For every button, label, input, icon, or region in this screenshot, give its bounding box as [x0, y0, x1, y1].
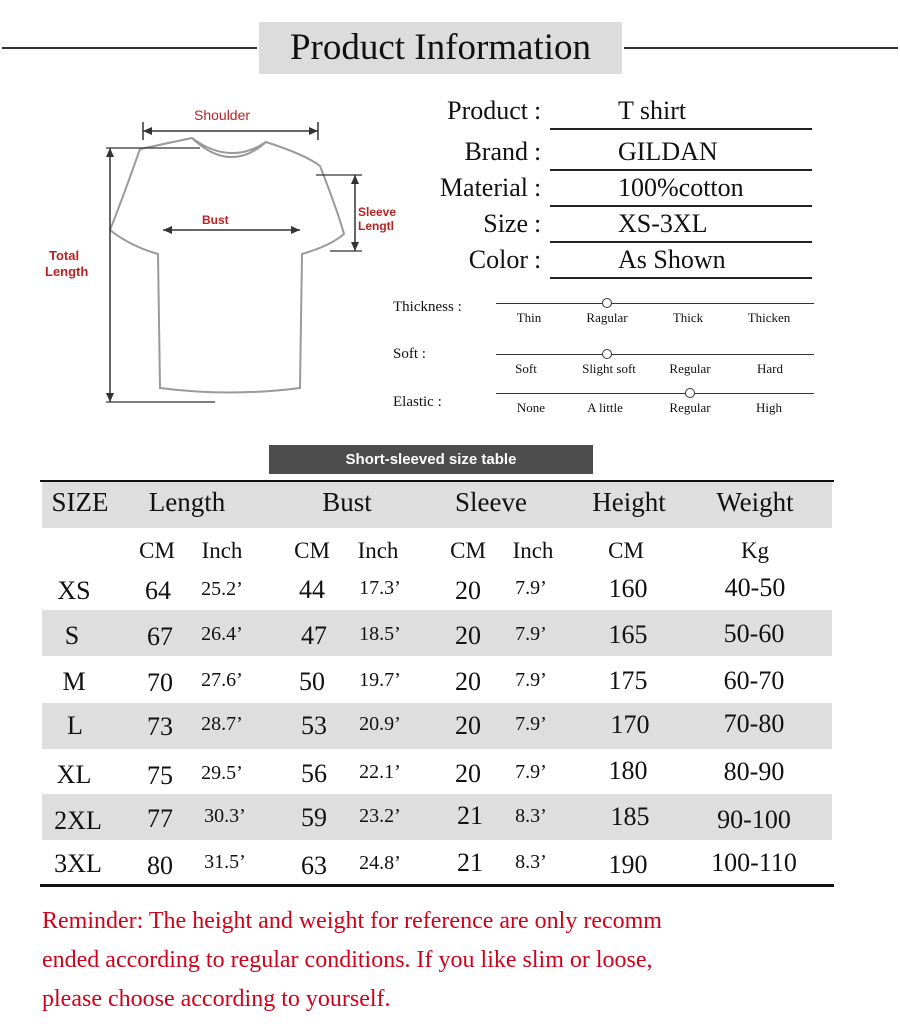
shoulder-label: Shoulder: [194, 107, 251, 123]
scale-option: Ragular: [586, 310, 628, 325]
weight-cell: 100-110: [711, 848, 797, 877]
info-colon: :: [534, 96, 542, 125]
info-row-product: [398, 96, 818, 130]
scale-option: Slight soft: [582, 361, 636, 376]
col-header-height: Height: [592, 487, 666, 517]
info-value: T shirt: [618, 96, 687, 125]
height-cell: 180: [608, 756, 648, 785]
scale-track: [496, 354, 814, 355]
bust-inch-cell: 17.3’: [359, 577, 401, 599]
scale-option: Thin: [516, 310, 542, 325]
size-cell: M: [62, 667, 86, 696]
reminder-line: ended according to regular conditions. If you like slim or loose,: [42, 947, 653, 973]
length-inch-cell: 27.6’: [201, 669, 243, 691]
elasticity-scale: [393, 390, 818, 430]
sleeve-cm-cell: 20: [455, 759, 481, 788]
unit-height-cm: CM: [608, 538, 644, 563]
height-cell: 165: [608, 620, 648, 649]
info-value: 100%cotton: [618, 173, 744, 202]
scale-marker: [602, 349, 612, 359]
bust-cm-cell: 47: [301, 621, 327, 650]
height-cell: 170: [610, 710, 650, 739]
length-cm-cell: 64: [145, 576, 171, 605]
info-row-size: [398, 209, 818, 243]
unit-sleeve-inch: Inch: [512, 538, 554, 563]
info-colon: :: [534, 245, 542, 274]
sleeve-inch-cell: 8.3’: [515, 851, 547, 873]
sleeve-cm-cell: 20: [455, 621, 481, 650]
info-colon: :: [534, 137, 542, 166]
total-length-label-line1: Total: [49, 248, 80, 263]
table-bottom-rule: [40, 884, 834, 887]
info-row-color: [398, 245, 818, 279]
info-underline: [550, 128, 812, 130]
scale-track: [496, 393, 814, 394]
scale-option: Thicken: [747, 310, 791, 325]
tshirt-diagram: [40, 100, 420, 420]
thickness-scale: [393, 299, 818, 339]
info-value: As Shown: [618, 245, 726, 274]
length-cm-cell: 67: [147, 622, 173, 651]
scale-marker: [602, 298, 612, 308]
unit-bust-inch: Inch: [357, 538, 399, 563]
total-length-label-line2: Length: [45, 264, 89, 279]
length-cm-cell: 80: [147, 851, 173, 880]
info-row-brand: [398, 137, 818, 171]
scale-option: Hard: [757, 361, 783, 376]
scale-marker: [685, 388, 695, 398]
scale-track: [496, 303, 814, 304]
sleeve-cm-cell: 20: [455, 667, 481, 696]
col-header-sleeve: Sleeve: [455, 487, 527, 517]
length-cm-cell: 77: [147, 804, 173, 833]
sleeve-inch-cell: 7.9’: [515, 669, 547, 691]
bust-inch-cell: 22.1’: [359, 761, 401, 783]
tshirt-outline-icon: [40, 100, 420, 420]
info-key: Brand: [464, 137, 528, 166]
length-inch-cell: 31.5’: [204, 851, 246, 873]
bust-cm-cell: 50: [299, 667, 325, 696]
weight-cell: 40-50: [724, 573, 786, 602]
size-cell: XL: [56, 760, 92, 789]
reminder-line: Reminder: The height and weight for reference are only recomm: [42, 908, 662, 934]
bust-cm-cell: 56: [301, 759, 327, 788]
sleeve-cm-cell: 21: [457, 848, 483, 877]
length-cm-cell: 73: [147, 712, 173, 741]
size-table-banner: Short-sleeved size table: [269, 445, 593, 474]
unit-length-inch: Inch: [201, 538, 243, 563]
scale-label: Thickness :: [393, 299, 462, 315]
scale-option: High: [756, 400, 782, 415]
size-cell: 2XL: [54, 806, 102, 835]
bust-inch-cell: 20.9’: [359, 713, 401, 735]
sleeve-inch-cell: 7.9’: [515, 623, 547, 645]
page-title: Product Information: [259, 22, 622, 74]
bust-cm-cell: 63: [301, 851, 327, 880]
size-cell: S: [64, 621, 80, 650]
scale-option: None: [516, 400, 546, 415]
scale-option: A little: [587, 400, 623, 415]
col-header-length: Length: [148, 487, 226, 517]
unit-weight-kg: Kg: [740, 538, 770, 563]
length-inch-cell: 26.4’: [201, 623, 243, 645]
weight-cell: 60-70: [723, 666, 785, 695]
height-cell: 175: [608, 666, 648, 695]
sleeve-inch-cell: 7.9’: [515, 577, 547, 599]
info-colon: :: [534, 209, 542, 238]
info-row-material: [398, 173, 818, 207]
col-header-bust: Bust: [322, 487, 372, 517]
scale-option: Regular: [669, 361, 711, 376]
length-inch-cell: 30.3’: [204, 805, 246, 827]
height-cell: 185: [610, 802, 650, 831]
bust-cm-cell: 53: [301, 711, 327, 740]
sleeve-inch-cell: 8.3’: [515, 805, 547, 827]
length-cm-cell: 75: [147, 761, 173, 790]
length-cm-cell: 70: [147, 668, 173, 697]
softness-scale: [393, 346, 818, 386]
length-inch-cell: 29.5’: [201, 762, 243, 784]
bust-inch-cell: 23.2’: [359, 805, 401, 827]
height-cell: 190: [608, 850, 648, 879]
info-underline: [550, 241, 812, 243]
bust-cm-cell: 44: [299, 575, 325, 604]
size-cell: L: [67, 711, 83, 740]
info-key: Product: [447, 96, 528, 125]
info-key: Color: [468, 245, 528, 274]
info-underline: [550, 169, 812, 171]
info-value: XS-3XL: [618, 209, 708, 238]
scale-label: Elastic :: [393, 394, 442, 410]
sleeve-label-line1: Sleeve: [358, 205, 397, 219]
length-inch-cell: 25.2’: [201, 578, 243, 600]
unit-bust-cm: CM: [294, 538, 330, 563]
header-rule-right: [624, 47, 898, 49]
size-cell: 3XL: [54, 849, 102, 878]
bust-inch-cell: 19.7’: [359, 669, 401, 691]
info-colon: :: [534, 173, 542, 202]
sleeve-inch-cell: 7.9’: [515, 761, 547, 783]
scale-label: Soft :: [393, 346, 426, 362]
info-value: GILDAN: [618, 137, 718, 166]
scale-option: Thick: [672, 310, 704, 325]
info-key: Material: [439, 173, 528, 202]
weight-cell: 90-100: [717, 805, 791, 834]
sleeve-cm-cell: 20: [455, 576, 481, 605]
sleeve-cm-cell: 21: [457, 801, 483, 830]
info-underline: [550, 277, 812, 279]
reminder-note: [42, 902, 872, 1019]
sleeve-label-line2: Lengtl: [358, 219, 394, 233]
scale-option: Soft: [515, 361, 537, 376]
bust-inch-cell: 18.5’: [359, 623, 401, 645]
col-header-weight: Weight: [716, 487, 794, 517]
size-cell: XS: [57, 576, 91, 605]
header-rule-left: [2, 47, 257, 49]
reminder-line: please choose according to yourself.: [42, 986, 391, 1012]
unit-length-cm: CM: [139, 538, 175, 563]
col-header-size: SIZE: [51, 487, 109, 517]
bust-label: Bust: [202, 213, 229, 227]
weight-cell: 50-60: [723, 619, 785, 648]
sleeve-inch-cell: 7.9’: [515, 713, 547, 735]
info-underline: [550, 205, 812, 207]
unit-sleeve-cm: CM: [450, 538, 486, 563]
bust-cm-cell: 59: [301, 803, 327, 832]
height-cell: 160: [608, 574, 648, 603]
bust-inch-cell: 24.8’: [359, 852, 401, 874]
sleeve-cm-cell: 20: [455, 711, 481, 740]
length-inch-cell: 28.7’: [201, 713, 243, 735]
weight-cell: 70-80: [723, 709, 785, 738]
info-key: Size: [483, 209, 528, 238]
weight-cell: 80-90: [723, 757, 785, 786]
scale-option: Regular: [669, 400, 711, 415]
